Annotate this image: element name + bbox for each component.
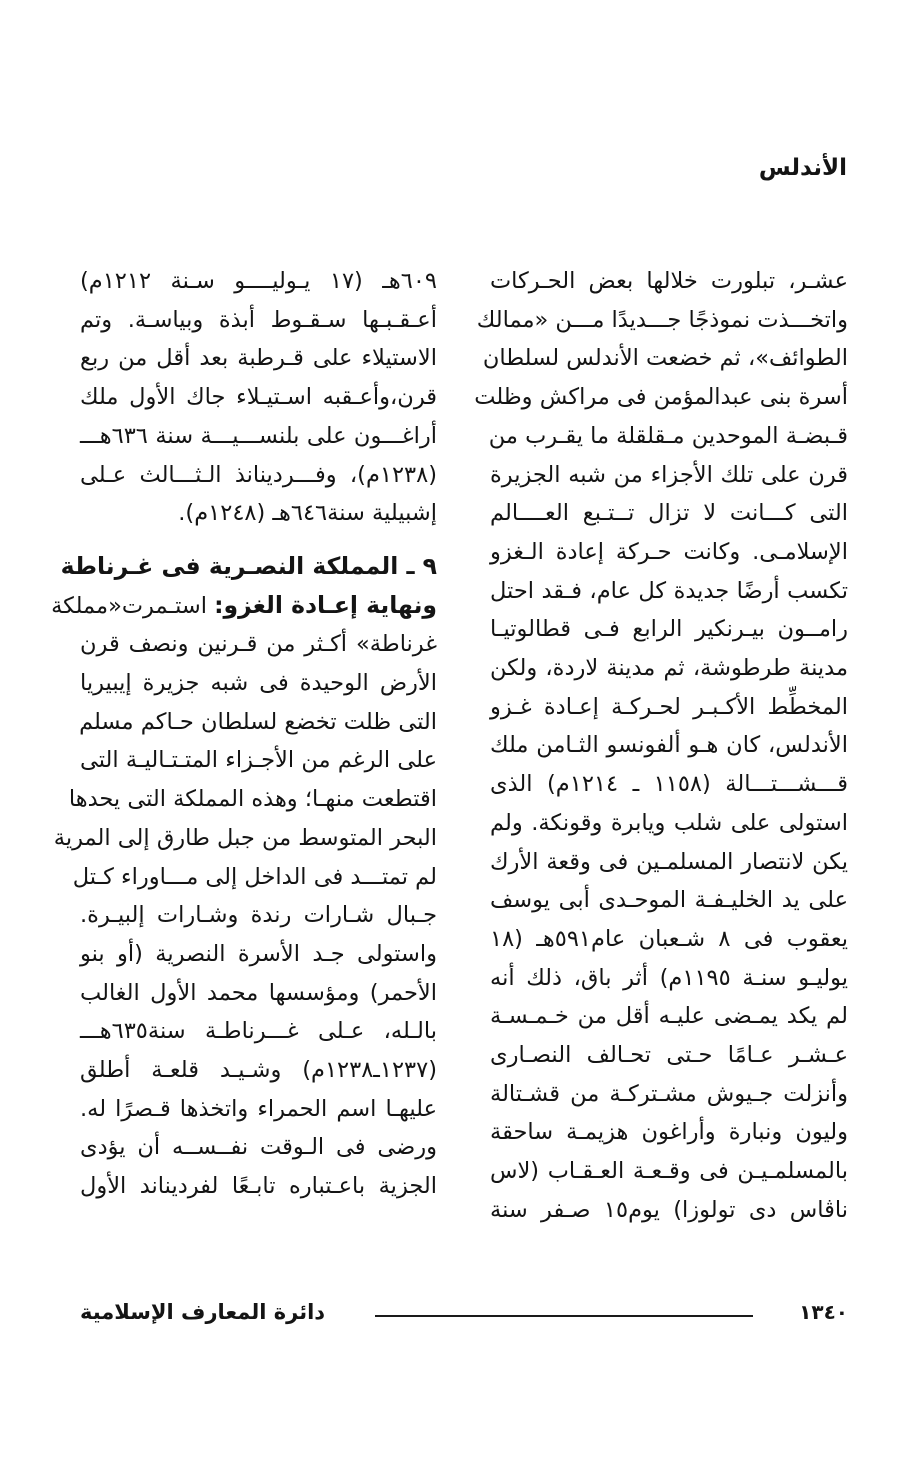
text-line: يوليـو سنـة ١١٩٥م) أثر باق، ذلك أنه: [490, 964, 848, 991]
text-line: قرن على تلك الأجزاء من شبه الجزيرة: [490, 461, 848, 488]
text-line: على يد الخليـفـة الموحـدى أبى يوسف: [490, 887, 848, 914]
page-footer: [80, 1300, 848, 1330]
text-line: الجزية باعـتباره تابـعًا لفرديناند الأول: [80, 1173, 437, 1200]
text-line: ٦٠٩هـ (١٧ يـوليــــو سـنة ١٢١٢م): [80, 268, 437, 294]
text-line: رامــون بيـرنكير الرابع فـى قطالوتيـا: [490, 616, 848, 643]
text-line: التى كـــانت لا تزال تــتـبع العــــالم: [490, 500, 848, 527]
text-line: أسرة بنى عبدالمؤمن فى مراكش وظلت: [474, 384, 848, 411]
left-text-column: [51, 262, 437, 1206]
text-line: وأنزلت جـيوش مشـتركـة من قشـتالة: [490, 1080, 848, 1107]
section-first-line: [51, 586, 437, 626]
text-line: عـشـر عـامًا حـتى تحـالف النصـارى: [490, 1042, 848, 1069]
text-line: الإسلامـى. وكانت حـركة إعادة الـغزو: [490, 538, 848, 565]
text-line: ناڤاس دى تولوزا) يوم١٥ صـفر سنة: [490, 1196, 848, 1223]
text-line: قرن،وأعـقبه اسـتيـلاء جاك الأول ملك: [80, 384, 437, 411]
text-line: قـبضـة الموحدين مـقلقلة ما يقـرب من: [488, 422, 848, 449]
text-line: مدينة طرطوشة، ثم مدينة لاردة، ولكن: [490, 655, 848, 682]
text-line: أعـقـبـها سـقـوط أبذة وبياسـة. وتم: [80, 306, 437, 333]
text-line: استولى على شلب ويابرة وقونكة. ولم: [490, 809, 848, 836]
text-line: جـبال شـارات رندة وشـارات إلبيـرة.: [80, 902, 437, 929]
text-line: التى ظلت تخضع لسلطان حـاكم مسلم: [79, 708, 437, 735]
text-line: لم يكد يمـضى عليـه أقل من خـمـسـة: [490, 1003, 848, 1030]
text-line: على الرغم من الأجـزاء المتـتـاليـة التى: [80, 747, 437, 774]
running-header: الأندلس: [758, 155, 847, 181]
text-line: يعقوب فى ٨ شـعبان عام٥٩١هـ (١٨: [490, 925, 849, 952]
text-line: عشـر، تبلورت خلالها بعض الحـركات: [490, 268, 848, 294]
text-line: اقتطعت منهـا؛ وهذه المملكة التى يحدها: [68, 786, 437, 813]
text-line: تكسب أرضًا جديدة كل عام، فـقد احتل: [490, 577, 848, 604]
text-line: المخطِّط الأكـبـر لحـركـة إعـادة غـزو: [490, 693, 848, 720]
text-line: عليهـا اسم الحمراء واتخذها قـصرًا له.: [80, 1095, 437, 1122]
text-line: قـــشـــتـــالة (١١٥٨ ـ ١٢١٤م) الذى: [490, 771, 848, 798]
text-line: وليون ونبارة وأراغون هزيمـة ساحقة: [490, 1119, 848, 1146]
publication-title: دائرة المعارف الإسلامية: [80, 1300, 326, 1324]
text-line: واتخـــذت نموذجًا جـــديدًا مـــن «ممالك: [476, 306, 848, 333]
footer-rule: [375, 1315, 753, 1317]
right-text-column: [474, 262, 849, 1230]
text-line: البحر المتوسط من جبل طارق إلى المرية: [53, 824, 437, 851]
text-line: الطوائف»، ثم خضعت الأندلس لسلطان: [482, 345, 848, 372]
text-line: أراغـــون على بلنســـيـــة سنة ٦٣٦هـــ: [80, 422, 437, 449]
text-line: يكن لانتصار المسلمـين فى وقعة الأرك: [490, 848, 848, 875]
text-line: الأحمر) ومؤسسها محمد الأول الغالب: [80, 979, 437, 1006]
section-heading-block: [51, 547, 437, 625]
text-line: الاستيلاء على قـرطبة بعد أقل من ربع: [80, 345, 437, 372]
text-line: بالمسلمـيـن فى وقـعـة العـقـاب (لاس: [490, 1158, 848, 1185]
page-number: ١٣٤٠: [799, 1300, 848, 1324]
text-line: غرناطة» أكـثر من قـرنين ونصف قرن: [80, 631, 437, 658]
section-title: ٩ ـ المملكة النصـرية فى غـرناطة: [60, 551, 437, 580]
left-intro-paragraph: [80, 262, 437, 533]
section-title-continued: ونهاية إعـادة الغزو:: [214, 590, 437, 619]
text-line: (١٢٣٧ـ١٢٣٨م) وشـيـد قلعـة أطلق: [80, 1057, 437, 1084]
section-first-line-text: استـمرت«مملكة: [51, 592, 215, 619]
text-line: إشبيلية سنة٦٤٦هـ (١٢٤٨م).: [178, 500, 437, 527]
section-body-paragraph: [53, 625, 437, 1206]
text-line: لم تمتـــد فى الداخل إلى مـــاوراء كـتل: [72, 863, 437, 890]
text-line: الأندلس، كان هـو ألفونسو الثـامن ملك: [490, 732, 848, 759]
text-line: واستولى جـد الأسرة النصرية (أو بنو: [80, 940, 437, 967]
text-line: الأرض الوحيدة فى شبه جزيرة إيبيريا: [80, 670, 437, 697]
text-line: (١٢٣٨م)، وفـــردينانذ الـثـــالث عـلى: [80, 461, 437, 488]
text-line: ورضى فى الـوقت نفــســه أن يؤدى: [80, 1134, 437, 1161]
text-line: بالـله، عـلى غـــرناطـة سنة٦٣٥هـــ: [80, 1018, 437, 1045]
